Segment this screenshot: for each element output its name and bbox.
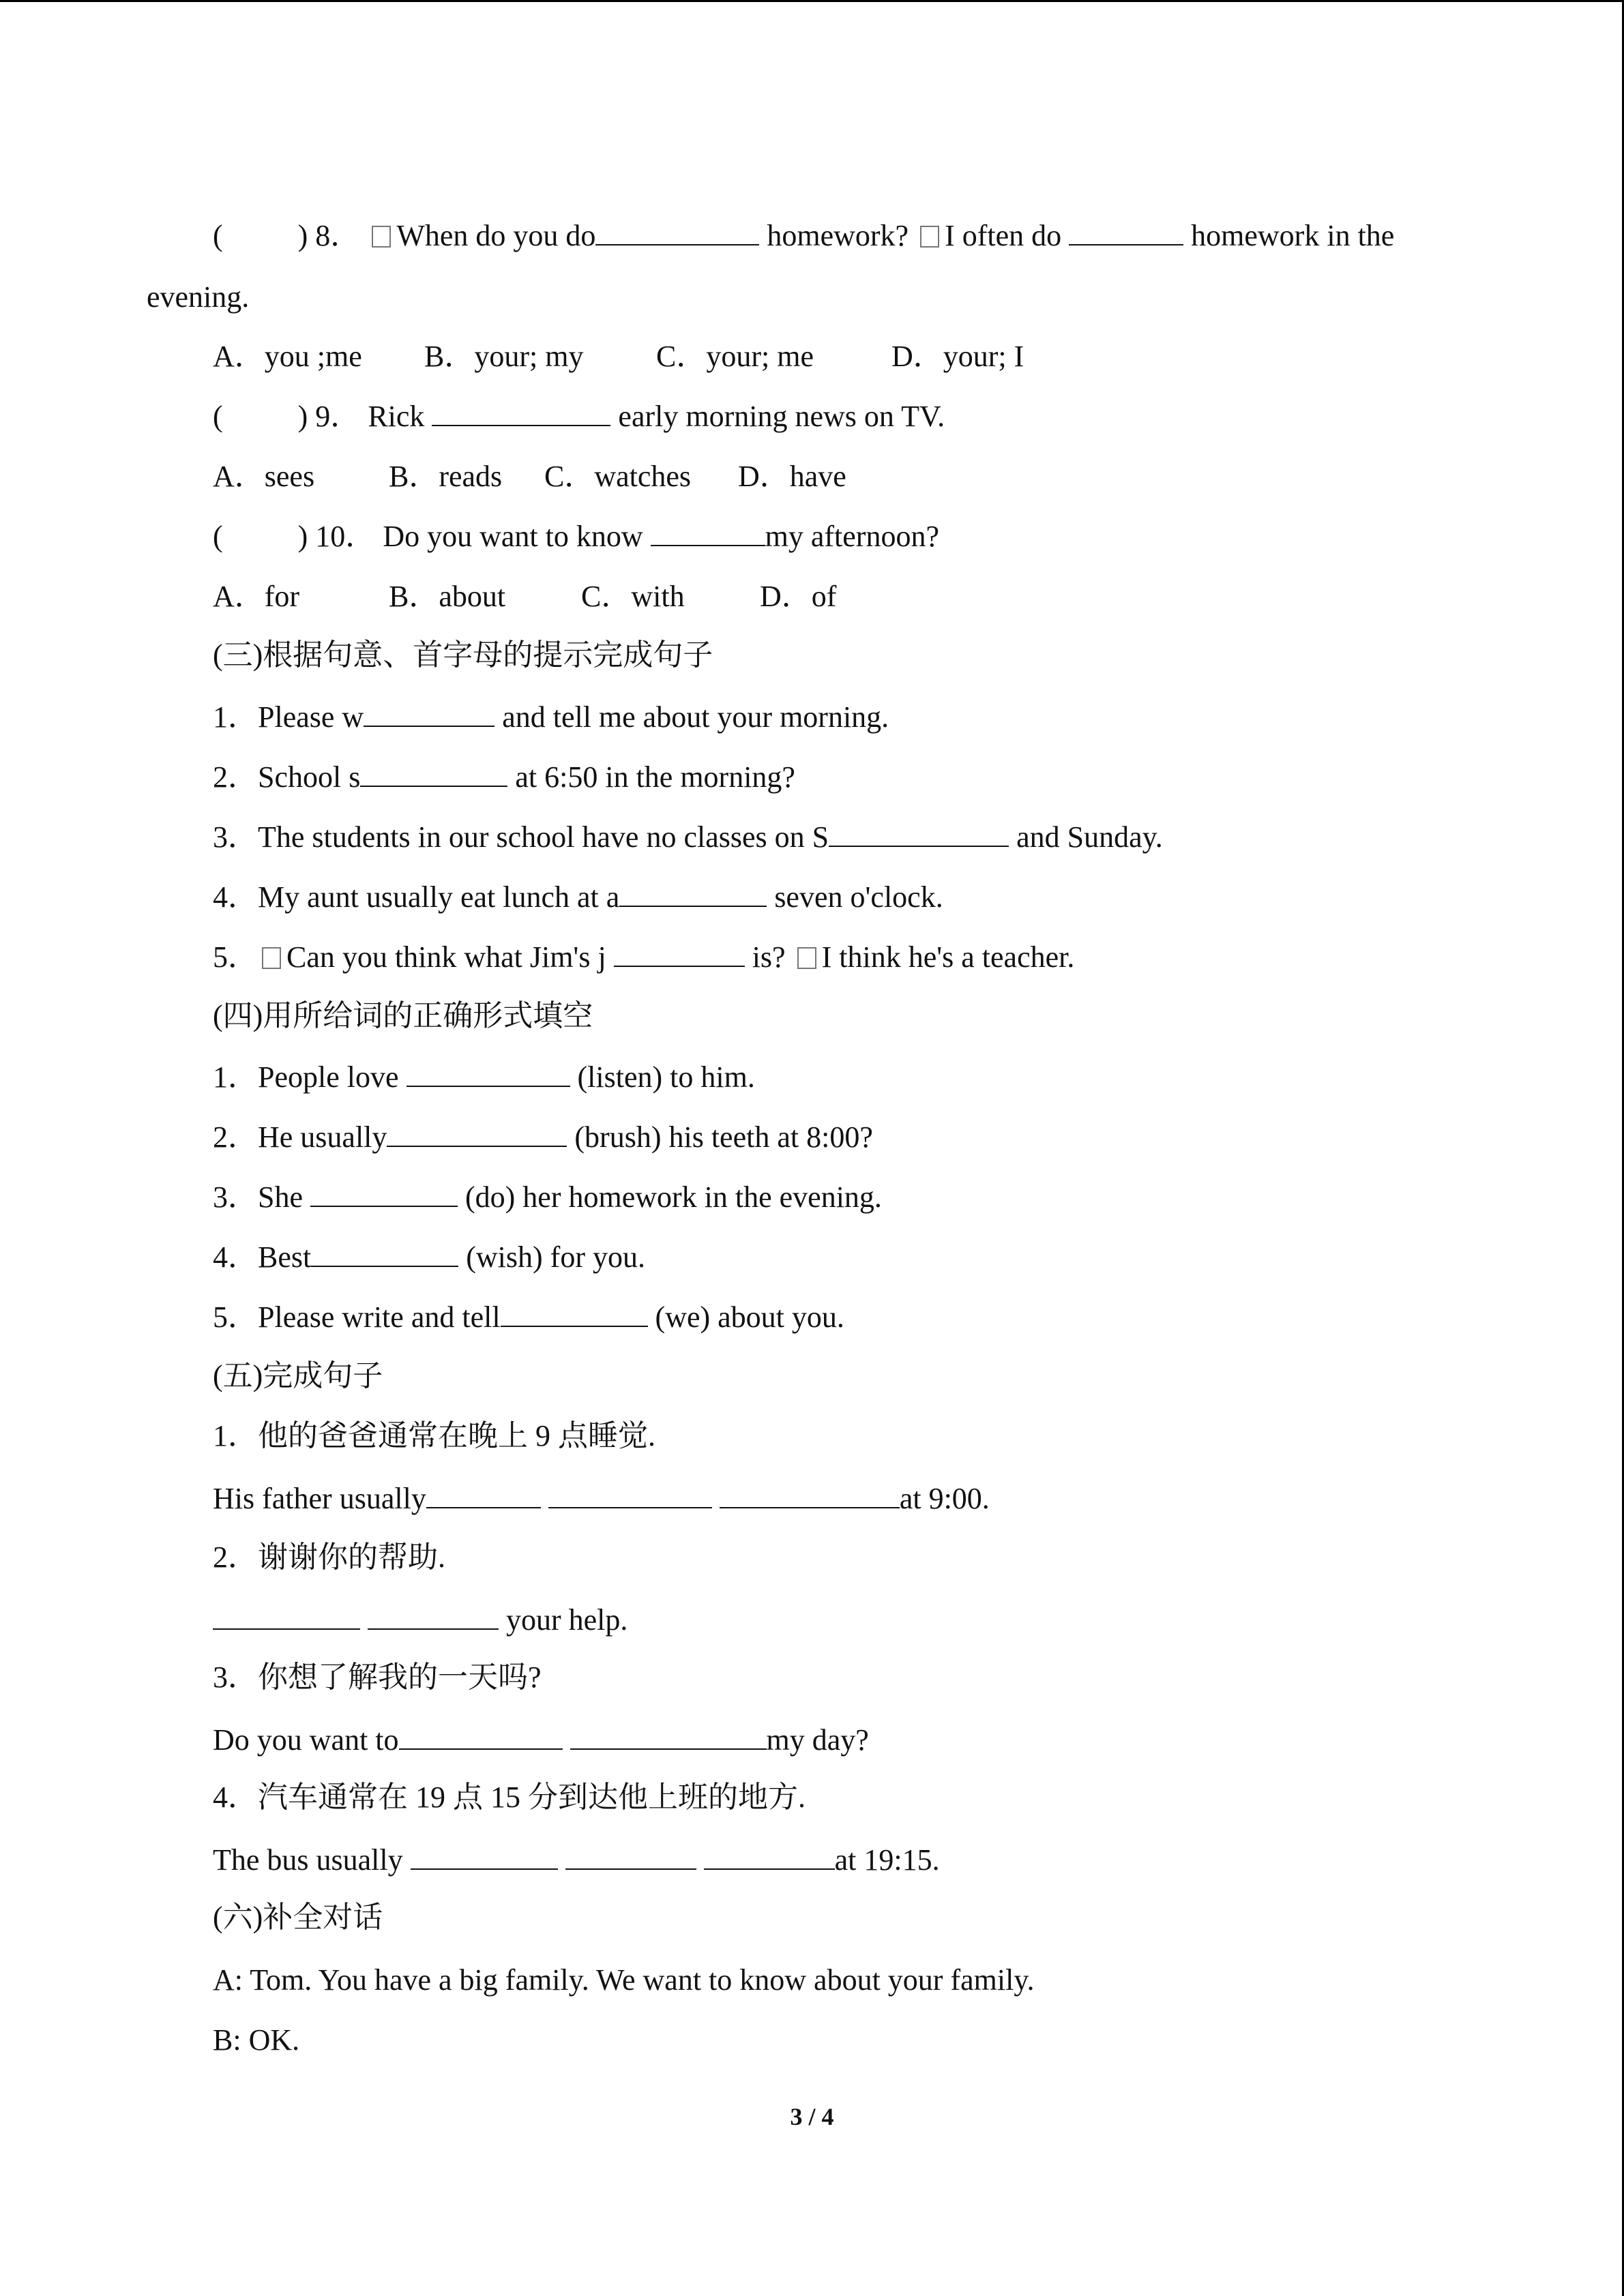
answer-blank[interactable] <box>407 1058 570 1087</box>
option-d: D．have <box>738 460 846 493</box>
answer-blank[interactable] <box>310 1178 458 1207</box>
question-8-options <box>213 338 1024 376</box>
option-c: C．with <box>581 580 685 613</box>
question-9: ( ) 9． Rick early morning news on TV. <box>213 398 945 436</box>
section-5-item-3-english: Do you want to my day? <box>213 1721 869 1759</box>
section-4-item-4: 4．Best (wish) for you. <box>213 1238 645 1277</box>
dialogue-line-b: B: OK. <box>213 2023 300 2057</box>
section-5-item-1-chinese: 1．他的爸爸通常在晚上 9 点睡觉. <box>213 1419 655 1452</box>
option-d: D．of <box>760 580 837 613</box>
unknown-glyph-box <box>797 947 816 969</box>
section-4-item-1: 1．People love (listen) to him. <box>213 1058 755 1097</box>
option-d: D．your; I <box>891 340 1024 373</box>
question-9-options <box>213 458 846 496</box>
section-3-item-5: 5． Can you think what Jim's j is? I think he's a teacher. <box>213 938 1074 976</box>
option-c: C．watches <box>544 460 692 493</box>
answer-blank[interactable] <box>1069 217 1183 245</box>
answer-blank[interactable] <box>829 818 1009 847</box>
answer-blank[interactable] <box>213 1601 360 1630</box>
answer-blank[interactable] <box>651 518 765 546</box>
answer-blank[interactable] <box>565 1841 696 1870</box>
option-b: B．your; my <box>424 340 584 373</box>
answer-blank[interactable] <box>368 1601 499 1630</box>
unknown-glyph-box <box>920 226 939 248</box>
answer-blank[interactable] <box>426 1480 541 1508</box>
section-3-item-1: 1．Please w and tell me about your morning. <box>213 698 889 736</box>
question-10-options <box>213 578 836 616</box>
section-5-title: (五)完成句子 <box>213 1359 383 1392</box>
section-3-item-4: 4．My aunt usually eat lunch at a seven o'clock. <box>213 878 943 916</box>
answer-blank[interactable] <box>432 398 610 426</box>
option-c: C．your; me <box>656 340 814 373</box>
question-8-continuation: evening. <box>147 280 250 314</box>
section-5-item-2-chinese: 2．谢谢你的帮助. <box>213 1540 445 1574</box>
answer-paren: ( <box>213 219 223 252</box>
answer-blank[interactable] <box>501 1298 648 1327</box>
answer-blank[interactable] <box>548 1480 712 1508</box>
question-10: ( ) 10． Do you want to know my afternoon? <box>213 518 939 556</box>
section-4-item-2: 2．He usually (brush) his teeth at 8:00? <box>213 1118 873 1157</box>
unknown-glyph-box <box>372 226 391 248</box>
option-b: B．about <box>389 580 506 613</box>
answer-blank[interactable] <box>704 1841 835 1870</box>
section-3-item-2: 2．School s at 6:50 in the morning? <box>213 758 795 796</box>
section-5-item-4-english: The bus usually at 19:15. <box>213 1841 940 1879</box>
answer-blank[interactable] <box>614 938 745 967</box>
section-4-item-3: 3．She (do) her homework in the evening. <box>213 1178 882 1217</box>
answer-blank[interactable] <box>619 878 767 907</box>
answer-blank[interactable] <box>364 698 494 727</box>
dialogue-line-a: A: Tom. You have a big family. We want to know about your family. <box>213 1963 1035 1997</box>
section-4-item-5: 5．Please write and tell (we) about you. <box>213 1298 844 1337</box>
section-4-title: (四)用所给词的正确形式填空 <box>213 999 593 1032</box>
page-number: 3 / 4 <box>790 2103 834 2130</box>
section-5-item-2-english: your help. <box>213 1601 628 1639</box>
section-5-item-3-chinese: 3．你想了解我的一天吗? <box>213 1660 542 1694</box>
answer-blank[interactable] <box>399 1721 563 1750</box>
answer-blank[interactable] <box>595 217 759 245</box>
option-a: A．for <box>213 580 300 613</box>
option-b: B．reads <box>389 460 503 493</box>
unknown-glyph-box <box>262 947 281 969</box>
section-5-item-1-english: His father usually at 9:00. <box>213 1480 990 1518</box>
question-8: ( ) 8． When do you do homework? I often do homework in the <box>213 217 1394 255</box>
answer-blank[interactable] <box>570 1721 767 1750</box>
answer-blank[interactable] <box>387 1118 567 1147</box>
section-3-item-3: 3．The students in our school have no classes on S and Sunday. <box>213 818 1163 856</box>
answer-blank[interactable] <box>360 758 507 787</box>
section-3-title: (三)根据句意、首字母的提示完成句子 <box>213 638 713 672</box>
answer-blank[interactable] <box>311 1238 458 1267</box>
answer-blank[interactable] <box>720 1480 900 1508</box>
option-a: A．you ;me <box>213 340 362 373</box>
option-a: A．sees <box>213 460 315 493</box>
section-6-title: (六)补全对话 <box>213 1900 383 1934</box>
answer-blank[interactable] <box>411 1841 558 1870</box>
section-5-item-4-chinese: 4．汽车通常在 19 点 15 分到达他上班的地方. <box>213 1780 806 1814</box>
